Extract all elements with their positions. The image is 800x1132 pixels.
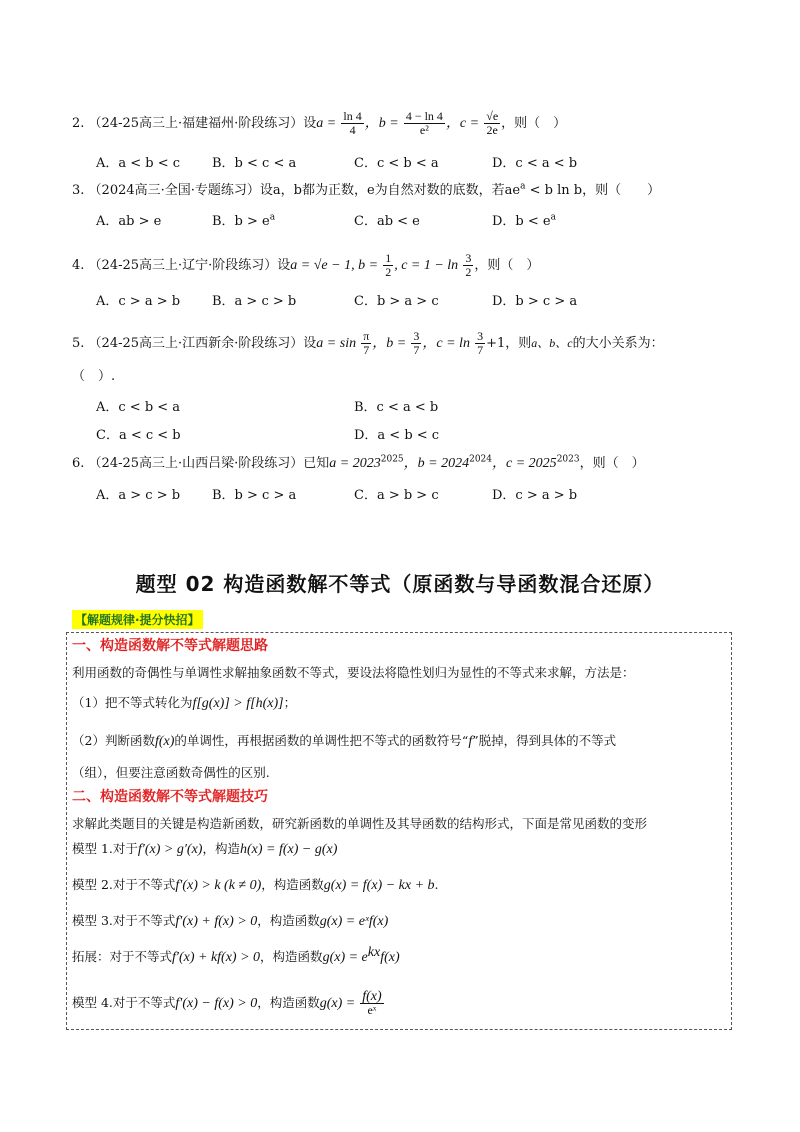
option-c[interactable]: C．a > b > c bbox=[354, 488, 439, 503]
option-c[interactable]: C．ab < e bbox=[354, 214, 420, 229]
option-b[interactable]: B．b > c > a bbox=[212, 488, 297, 503]
question-2: 2. （24-25高三上·福建福州·阶段练习）设a = $\frac{\ln 4}{4}$ ，b = $\frac{4 - \ln 4}{\text{e²}}$ ，c = $\frac{√e}{2e}$ ，则（ ） bbox=[72, 109, 567, 137]
question-6: 6. （24-25高三上·山西吕梁·阶段练习）已知$a = 2023^{2025}$，$b = 2024^{2024}$，$c = 2025^{2023}$，则（ ） bbox=[72, 454, 645, 471]
extension: 拓展：对于不等式f′(x) + kf(x) > 0，构造函数$g(x) = e^{kx}f(x)$ bbox=[72, 944, 400, 965]
option-a[interactable]: A．c > a > b bbox=[96, 294, 181, 309]
paragraph-5: 求解此类题目的关键是构造新函数，研究新函数的单调性及其导函数的结构形式，下面是常见函数的变形 bbox=[72, 816, 648, 831]
question-source: （24-25高三上·福建福州·阶段练习）设 bbox=[88, 116, 317, 131]
question-5-line2: （ ）. bbox=[72, 369, 116, 384]
option-b[interactable]: B．c < a < b bbox=[354, 400, 439, 415]
option-b[interactable]: B．$b > e^a$ bbox=[212, 212, 276, 229]
fraction-a: $\frac{\ln 4}{4}$ bbox=[343, 109, 362, 137]
model-4: 模型 4.对于不等式f′(x) − f(x) > 0，构造函数g(x) = $\frac{f(x)}{\text{eˣ}}$ bbox=[72, 989, 382, 1017]
paragraph-1: 利用函数的奇偶性与单调性求解抽象函数不等式，要设法将隐性划归为显性的不等式来求解，方法是： bbox=[72, 665, 635, 680]
option-d[interactable]: D．c > a > b bbox=[492, 488, 578, 503]
question-4: 4. （24-25高三上·辽宁·阶段练习）设a = √e − 1, b = $\frac{1}{2}$ , c = 1 − ln $\frac{3}{2}$ ，则（ ） bbox=[72, 251, 540, 279]
fraction-b: $\frac{1}{2}$ bbox=[385, 251, 392, 279]
option-a[interactable]: A．ab > e bbox=[96, 214, 162, 229]
question-number: 2. bbox=[72, 116, 85, 131]
heading-1: 一、构造函数解不等式解题思路 bbox=[72, 638, 268, 654]
section-tag: 【解题规律·提分快招】 bbox=[72, 610, 203, 629]
model-1: 模型 1.对于f′(x) > g′(x)，构造h(x) = f(x) − g(x) bbox=[72, 841, 338, 857]
heading-2: 二、构造函数解不等式解题技巧 bbox=[72, 789, 268, 805]
option-c[interactable]: C．c < b < a bbox=[354, 156, 439, 171]
paragraph-2: （1）把不等式转化为f[g(x)] > f[h(x)]； bbox=[72, 695, 297, 711]
paragraph-3: （2）判断函数f(x)的单调性，再根据函数的单调性把不等式的函数符号“f”脱掉，得到具体的不等式 bbox=[72, 733, 617, 749]
option-d[interactable]: D．$b < e^a$ bbox=[492, 212, 556, 229]
paragraph-4: （组），但要注意函数奇偶性的区别. bbox=[72, 765, 270, 780]
option-d[interactable]: D．b > c > a bbox=[492, 294, 578, 309]
question-5: 5. （24-25高三上·江西新余·阶段练习）设a = sin $\frac{\pi}{7}$ ，b = $\frac{3}{7}$ ，c = ln $\frac{3}{7}$ +1，则a、b、c的大小关系为： bbox=[72, 329, 664, 357]
fraction-c: $\frac{√e}{2e}$ bbox=[486, 109, 499, 137]
option-b[interactable]: B．b < c < a bbox=[212, 156, 297, 171]
fraction-c: $\frac{3}{2}$ bbox=[465, 251, 472, 279]
option-d[interactable]: D．a < b < c bbox=[354, 428, 440, 443]
model-2: 模型 2.对于不等式f′(x) > k (k ≠ 0)，构造函数g(x) = f(x) − kx + b. bbox=[72, 877, 439, 893]
option-a[interactable]: A．a > c > b bbox=[96, 488, 181, 503]
option-d[interactable]: D．c < a < b bbox=[492, 156, 578, 171]
section-title: 题型 02 构造函数解不等式（原函数与导函数混合还原） bbox=[135, 572, 665, 596]
option-c[interactable]: C．b > a > c bbox=[354, 294, 439, 309]
question-3: 3. （2024高三·全国·专题练习）设a，b都为正数，e为自然对数的底数，若$ae^a < b$ ln b，则（ ） bbox=[72, 181, 661, 198]
model-3: 模型 3.对于不等式f′(x) + f(x) > 0，构造函数g(x) = eˣf(x) bbox=[72, 913, 389, 929]
option-c[interactable]: C．a < c < b bbox=[96, 428, 181, 443]
option-b[interactable]: B．a > c > b bbox=[212, 294, 297, 309]
option-a[interactable]: A．c < b < a bbox=[96, 400, 181, 415]
option-a[interactable]: A．a < b < c bbox=[96, 156, 181, 171]
fraction-b: $\frac{4 - \ln 4}{\text{e²}}$ bbox=[405, 109, 443, 137]
